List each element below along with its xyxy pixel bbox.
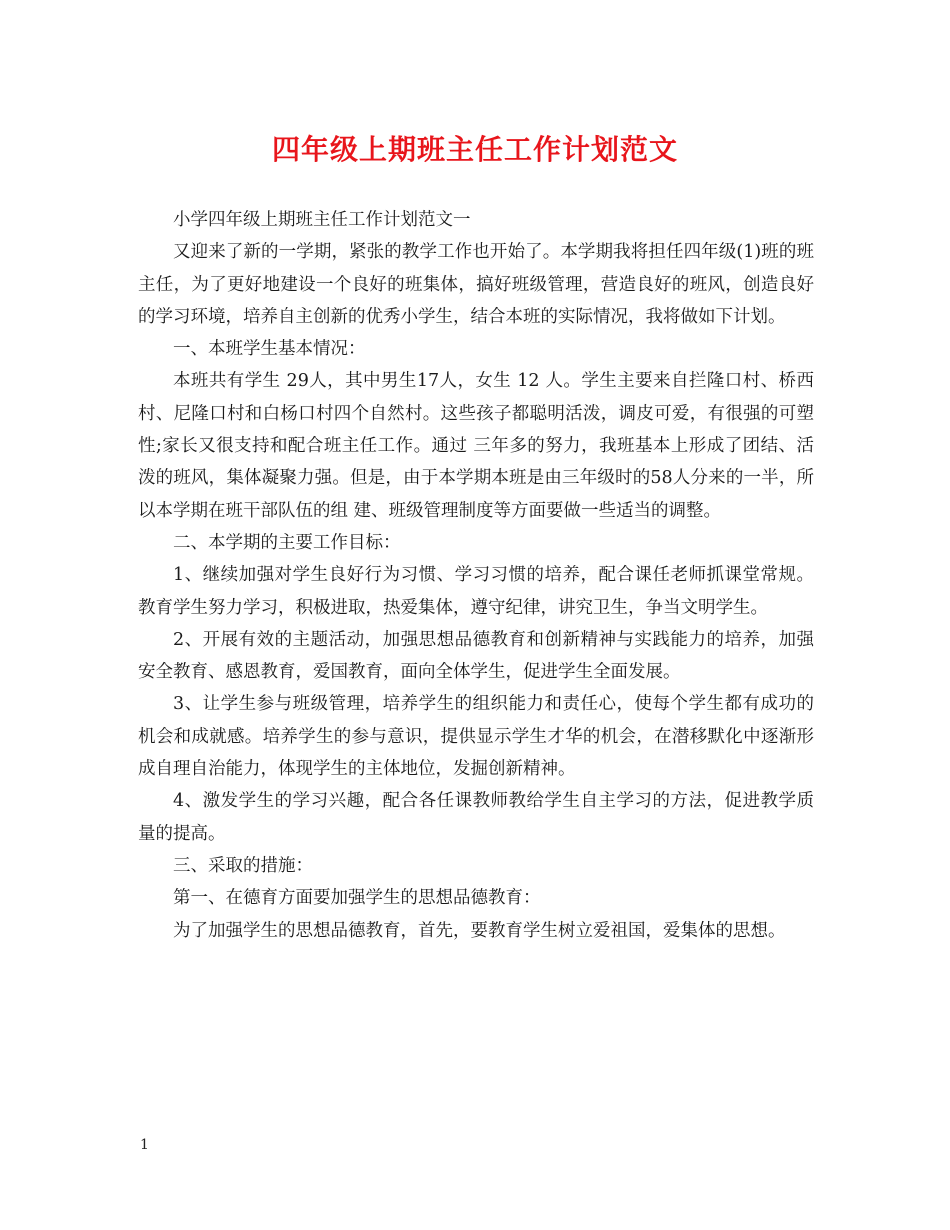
- goal-item-4: 4、激发学生的学习兴趣，配合各任课教师教给学生自主学习的方法，促进教学质量的提高。: [138, 791, 814, 844]
- page-number: 1: [140, 1137, 149, 1153]
- goal-item-2: 2、开展有效的主题活动，加强思想品德教育和创新精神与实践能力的培养，加强安全教育、感恩教育，爱国教育，面向全体学生，促进学生全面发展。: [138, 629, 814, 683]
- measure-heading-1: 第一、在德育方面要加强学生的思想品德教育：: [173, 888, 541, 909]
- section-heading-3: 三、采取的措施：: [173, 855, 313, 876]
- goal-item-3: 3、让学生参与班级管理，培养学生的组织能力和责任心，使每个学生都有成功的机会和成就感。培养学生的参与意识，提供显示学生才华的机会，在潜移默化中逐渐形成自理自治能力，体现学生的主体地位，发掘创新精神。: [138, 694, 814, 780]
- document-body: [138, 204, 814, 947]
- intro-paragraph: 又迎来了新的一学期，紧张的教学工作也开始了。本学期我将担任四年级(1)班的班主任，为了更好地建设一个良好的班集体，搞好班级管理，营造良好的班风，创造良好的学习环境，培养自主创新的优秀小学生，结合本班的实际情况，我将做如下计划。: [138, 242, 814, 327]
- subtitle-paragraph: 小学四年级上期班主任工作计划范文一: [173, 210, 471, 230]
- goal-item-1: 1、继续加强对学生良好行为习惯、学习习惯的培养，配合课任老师抓课堂常规。教育学生努力学习，积极进取，热爱集体，遵守纪律，讲究卫生，争当文明学生。: [138, 565, 814, 618]
- section-heading-2: 二、本学期的主要工作目标：: [173, 532, 401, 553]
- section-heading-1: 一、本班学生基本情况：: [173, 339, 366, 360]
- measure-paragraph-1: 为了加强学生的思想品德教育，首先，要教育学生树立爱祖国，爱集体的思想。: [173, 920, 786, 941]
- page-title: 四年级上期班主任工作计划范文: [271, 133, 678, 166]
- class-situation-paragraph: 本班共有学生 29人，其中男生17人，女生 12 人。学生主要来自拦隆口村、桥西村、尼隆口村和白杨口村四个自然村。这些孩子都聪明活泼，调皮可爱，有很强的可塑性;家长又很支持和配合班主任工作。通过 三年多的努力，我班基本上形成了团结、活泼的班风，集体凝聚力强。但是，由于本学期本班是由三年级时的58人分来的一半，所以本学期在班干部队伍的组 建、班级管理制度等方面要做一些适当的调整。: [138, 371, 814, 521]
